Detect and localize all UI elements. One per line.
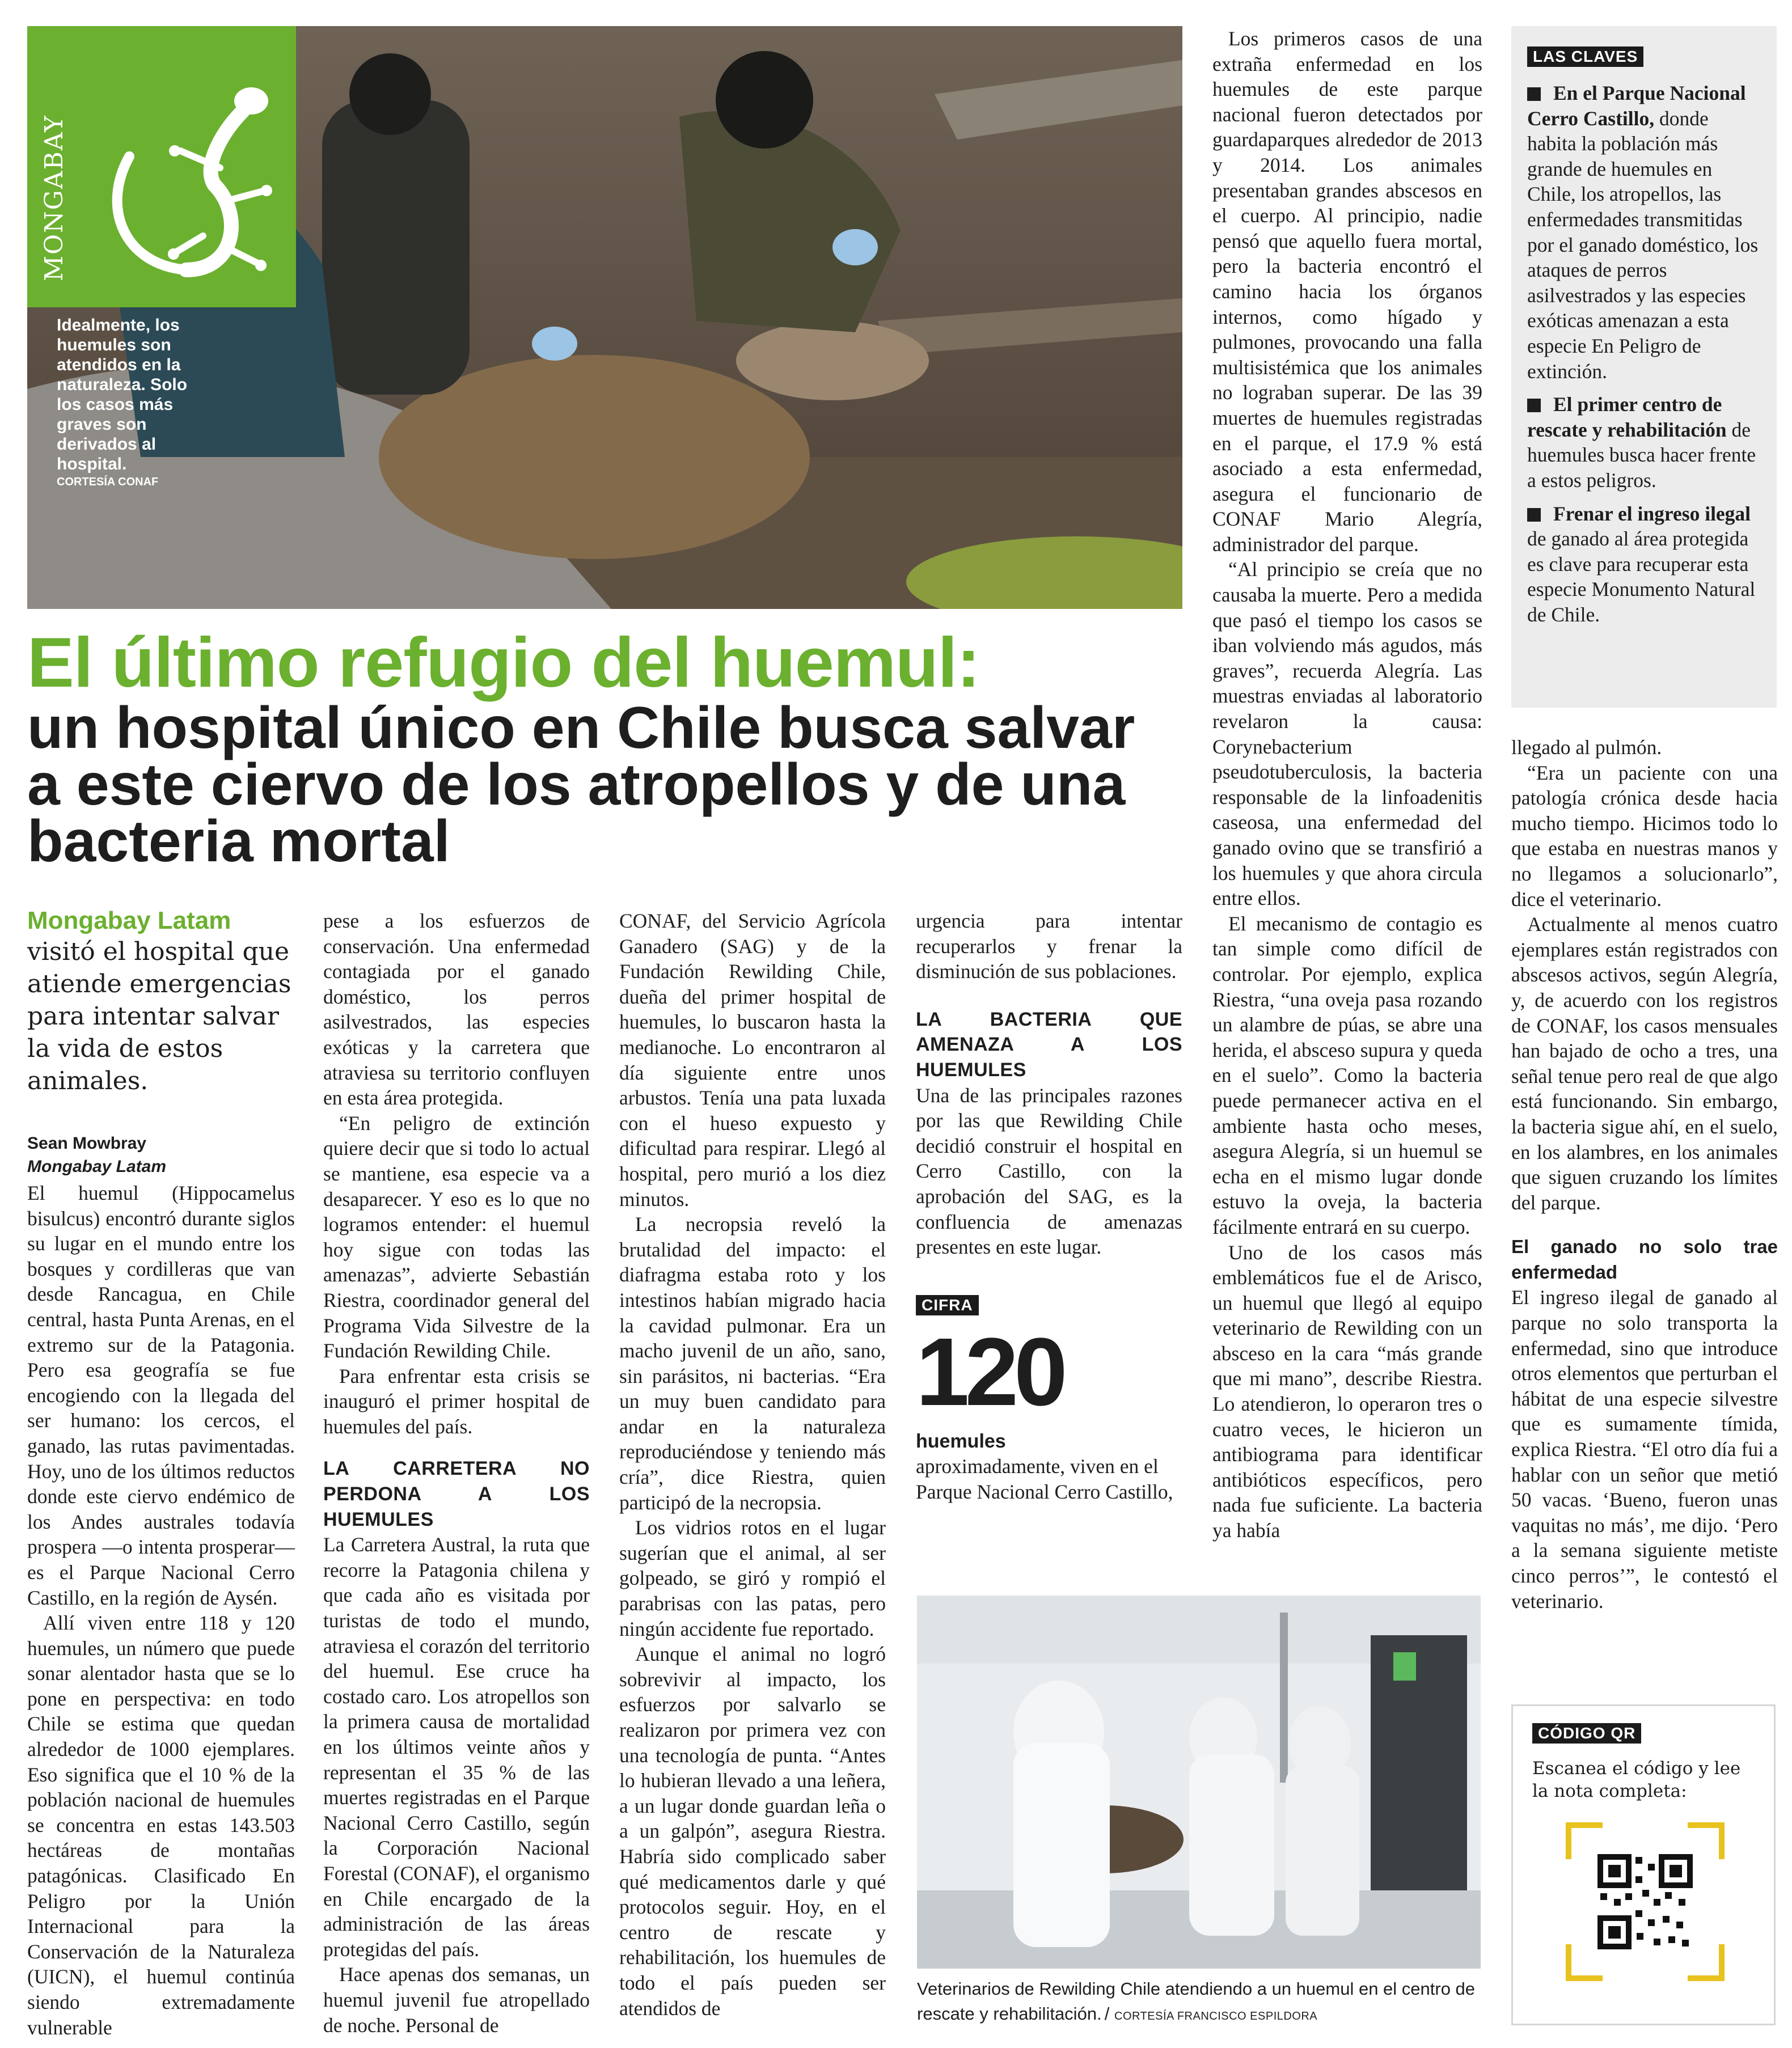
las-claves-item: En el Parque Nacional Cerro Castillo, donde habita la población más grande de huemules en Chile, los atropellos, las enfermedades transmitidas por el ganado doméstico, los ataques de perros asilvestrados y las especies exóticas amenazan a esta especie En Peligro de extinción. — [1527, 82, 1759, 383]
cifra-box — [916, 1295, 1188, 1504]
paragraph: Aunque el animal no logró sobrevivir al impacto, los esfuerzos por salvarlo se realizaron por primera vez con una tecnología de punta. “Antes lo hubieran llevado a una leñera, a un lugar donde guardan leña o a un galpón”, asegura Riestra. Habría sido complicado saber qué medicamentos darle y qué protocolos seguir. Hoy, en el centro de rescate y rehabilitación, los huemules de todo el país pueden ser atendidos de — [619, 1643, 886, 2020]
paragraph: La Carretera Austral, la ruta que recorre la Patagonia chilena y que cada año es visitada por turistas de todo el mundo, atraviesa el corazón del territorio del huemul. Ese cruce ha costado caro. Los atropellos son la primera causa de mortalidad en los últimos veinte años y representan el 35 % de las muertes registradas en el Parque Nacional Cerro Castillo, según la Corporación Nacional Forestal (CONAF), el organismo en Chile encargado de la administración de las áreas protegidas del país. — [323, 1533, 590, 1961]
las-claves-box — [1511, 26, 1777, 708]
cifra-label: huemules — [916, 1431, 1006, 1452]
paragraph: “En peligro de extinción quiere decir que si todo lo actual se mantiene, esa especie va a desaparecer. Y eso es lo que no logramos entender: el huemul hoy sigue con todas las amenazas”, advierte Sebastián Riestra, coordinador general del Programa Vida Silvestre de la Fundación Rewilding Chile. — [323, 1111, 590, 1362]
column-6 — [1511, 735, 1778, 1614]
qr-code-icon[interactable] — [1563, 1819, 1727, 1984]
paragraph: El huemul (Hippocamelus bisulcus) encontró durante siglos su lugar en el mundo entre los bosques y cordilleras que van desde Rancagua, en Chile central, hasta Punta Arenas, en el extremo sur de la Patagonia. Pero esa geografía se fue encogiendo con la llegada del ser humano: los cercos, el ganado, las rutas pavimentadas. Hoy, uno de los últimos reductos donde este ciervo endémico de los Andes australes todavía prospera —o intenta prosperar— es el Parque Nacional Cerro Castillo, en la región de Aysén. — [27, 1182, 295, 1609]
column-4 — [916, 908, 1182, 1260]
cifra-text: aproximadamente, viven en el Parque Nacional Cerro Castillo, — [916, 1455, 1173, 1503]
bottom-caption-credit: CORTESÍA FRANCISCO ESPILDORA — [1114, 2010, 1318, 2022]
paragraph: Hace apenas dos semanas, un huemul juvenil fue atropellado de noche. Personal de — [323, 1963, 590, 2037]
subhead: El ganado no solo trae enfermedad — [1511, 1236, 1778, 1283]
headline-subtitle: un hospital único en Chile busca salvar a este ciervo de los atropellos y de una bacteria mortal — [27, 695, 1135, 874]
qr-tag: CÓDIGO QR — [1532, 1723, 1641, 1744]
paragraph: Para enfrentar esta crisis se inauguró el primer hospital de huemules del país. — [323, 1364, 590, 1438]
column-2 — [323, 908, 590, 2038]
paragraph: El mecanismo de contagio es tan simple como difícil de controlar. Por ejemplo, explica Riestra, “una oveja pasa rozando un alambre de púas, se abre una herida, el absceso supura y queda en el suelo”. Como la bacteria puede permanecer activa en el ambiente hasta ocho meses, asegura Alegría, si un huemul se echa en el mismo lugar donde estuvo la oveja, la bacteria fácilmente entrará en su cuerpo. — [1212, 912, 1482, 1238]
subhead: LA BACTERIA QUE AMENAZA A LOS HUEMULES — [916, 1008, 1182, 1081]
logo-text: MONGABAY — [40, 115, 69, 281]
hero-caption-block — [57, 315, 204, 490]
bottom-caption-text: Veterinarios de Rewilding Chile atendiendo a un huemul en el centro de rescate y rehabilitación. — [917, 1979, 1476, 2024]
gecko-icon — [90, 66, 282, 293]
las-claves-item: El primer centro de rescate y rehabilitación de huemules busca hacer frente a estos peligros. — [1527, 393, 1756, 492]
hospital-photo-illustration — [917, 1596, 1481, 1969]
paragraph: CONAF, del Servicio Agrícola Ganadero (SAG) y de la Fundación Rewilding Chile, dueña del primer hospital de huemules, lo buscaron hasta la medianoche. Lo encontraron al día siguiente entre unos arbustos. Tenía una pata luxada con el hueso expuesto y dificultad para respirar. Llegó al hospital, pero murió a los diez minutos. — [619, 909, 886, 1211]
paragraph: La necropsia reveló la brutalidad del impacto: el diafragma estaba roto y los intestinos habían migrado hacia la cavidad pulmonar. Era un macho juvenil de un año, sano, sin parásitos, ni bacterias. “Era un muy buen candidato para andar en la naturaleza reproduciéndose y teniendo más cría”, dice Riestra, quien participó de la necropsia. — [619, 1213, 886, 1514]
column-5 — [1212, 26, 1482, 1543]
headline — [27, 624, 1184, 874]
square-bullet-icon — [1527, 399, 1541, 412]
paragraph: El ingreso ilegal de ganado al parque no solo transporta la enfermedad, sino que introduce otros elementos que perturban el hábitat de una especie silvestre que es sumamente tímida, explica Riestra. “El otro día fui a hablar con un señor que metió 50 vacas. ‘Bueno, fueron unas vaquitas no más’, me dijo. ‘Pero a la semana siguiente metiste cinco perros’”, le contestó el veterinario. — [1511, 1286, 1778, 1613]
hero-credit: CORTESÍA CONAF — [57, 476, 159, 488]
square-bullet-icon — [1527, 87, 1541, 101]
cifra-tag: CIFRA — [916, 1295, 979, 1315]
column-3 — [619, 908, 886, 2021]
las-claves-list — [1527, 81, 1762, 627]
paragraph: Allí viven entre 118 y 120 huemules, un número que puede sonar alentador hasta que se lo pone en perspectiva: en todo Chile se estima que quedan alrededor de 1000 ejemplares. Eso significa que el 10 % de la población nacional de huemules se concentra en estas 143.503 hectáreas de montañas patagónicas. Clasificado En Peligro por la Unión Internacional para la Conservación de la Naturaleza (UICN), el huemul continúa siendo extremadamente vulnerable — [27, 1611, 295, 2039]
square-bullet-icon — [1527, 508, 1541, 522]
byline-author: Sean Mowbray — [27, 1134, 147, 1153]
paragraph: Los vidrios rotos en el lugar sugerían que el animal, al ser golpeado, se giró y rompió el parabrisas con las patas, pero ningún accidente fue reportado. — [619, 1516, 886, 1640]
paragraph: Una de las principales razones por las que Rewilding Chile decidió construir el hospital en Cerro Castillo, con la aprobación del SAG, es la confluencia de amenazas presentes en este lugar. — [916, 1084, 1182, 1259]
intro-text: visitó el hospital que atiende emergencias para intentar salvar la vida de estos animales. — [27, 937, 291, 1095]
qr-text: Escanea el código y lee la nota completa: — [1532, 1758, 1741, 1801]
column-1 — [27, 1180, 295, 2040]
qr-box — [1511, 1704, 1776, 2025]
paragraph: “Al principio se creía que no causaba la muerte. Pero a medida que pasó el tiempo los casos se iban volviendo más agudos, más graves”, recuerda Alegría. Las muestras enviadas al laboratorio revelaron la causa: Corynebacterium pseudotuberculosis, la bacteria responsable de la linfoadenitis caseosa, una enfermedad del ganado ovino que se transfirió a los huemules y que ahora circula entre ellos. — [1212, 558, 1482, 910]
las-claves-tag: LAS CLAVES — [1527, 46, 1643, 67]
paragraph: pese a los esfuerzos de conservación. Una enfermedad contagiada por el ganado doméstico, los perros asilvestrados, las especies exóticas y la carretera que atraviesa su territorio confluyen en esta área protegida. — [323, 909, 590, 1110]
bottom-caption: Veterinarios de Rewilding Chile atendiendo a un huemul en el centro de rescate y rehabilitación. / CORTESÍA FRANCISCO ESPILDORA — [917, 1979, 1476, 2024]
paragraph: llegado al pulmón. — [1511, 736, 1662, 759]
paragraph: Los primeros casos de una extraña enfermedad en los huemules de este parque nacional fueron detectados por guardaparques alrededor de 2013 y 2014. Los animales presentaban grandes abscesos en el cuerpo. Al principio, nadie pensó que aquello fuera mortal, pero la bacteria encontró el camino hacia los órganos internos, como hígado y pulmones, provocando una falla multisistémica que los animales no lograban superar. De las 39 muertes de huemules registradas en el parque, el 17.9 % está asociado a esta enfermedad, asegura el funcionario de CONAF Mario Alegría, administrador del parque. — [1212, 27, 1482, 556]
las-claves-item: Frenar el ingreso ilegal de ganado al área protegida es clave para recuperar esta especie Monumento Natural de Chile. — [1527, 502, 1756, 626]
paragraph: urgencia para intentar recuperarlos y frenar la disminución de sus poblaciones. — [916, 909, 1182, 983]
byline — [27, 1132, 294, 1178]
hospital-photo — [917, 1596, 1481, 1969]
mongabay-logo — [27, 26, 296, 307]
headline-main: El último refugio del huemul: — [27, 624, 980, 702]
intro-block — [27, 906, 294, 1097]
paragraph: “Era un paciente con una patología crónica desde hacia mucho tiempo. Hicimos todo lo que estaba en nuestras manos y no llegamos a solucionarlo”, dice el veterinario. — [1511, 761, 1778, 911]
byline-outlet: Mongabay Latam — [27, 1157, 167, 1176]
hero-caption: Idealmente, los huemules son atendidos en la naturaleza. Solo los casos más graves son derivados al hospital. — [57, 316, 188, 473]
intro-source: Mongabay Latam — [27, 907, 231, 934]
cifra-number: 120 — [916, 1318, 1063, 1426]
paragraph: Uno de los casos más emblemáticos fue el de Arisco, un huemul que llegó al equipo veterinario de Rewilding con un absceso en la cara “más grande que mi mano”, describe Riestra. Lo atendieron, lo operaron tres o cuatro veces, le hicieron un antibiograma para identificar antibióticos específicos, pero nada fue suficiente. La bacteria ya había — [1212, 1241, 1482, 1542]
paragraph: Actualmente al menos cuatro ejemplares están registrados con abscesos activos, según Alegría, y, de acuerdo con los registros de CONAF, los casos mensuales han bajado de ocho a tres, una señal tenue pero real de que algo está funcionando. Sin embargo, la bacteria sigue ahí, en el suelo, en los alambres, en los animales que siguen cruzando los límites del parque. — [1511, 913, 1778, 1214]
subhead: LA CARRETERA NO PERDONA A LOS HUEMULES — [323, 1458, 590, 1530]
